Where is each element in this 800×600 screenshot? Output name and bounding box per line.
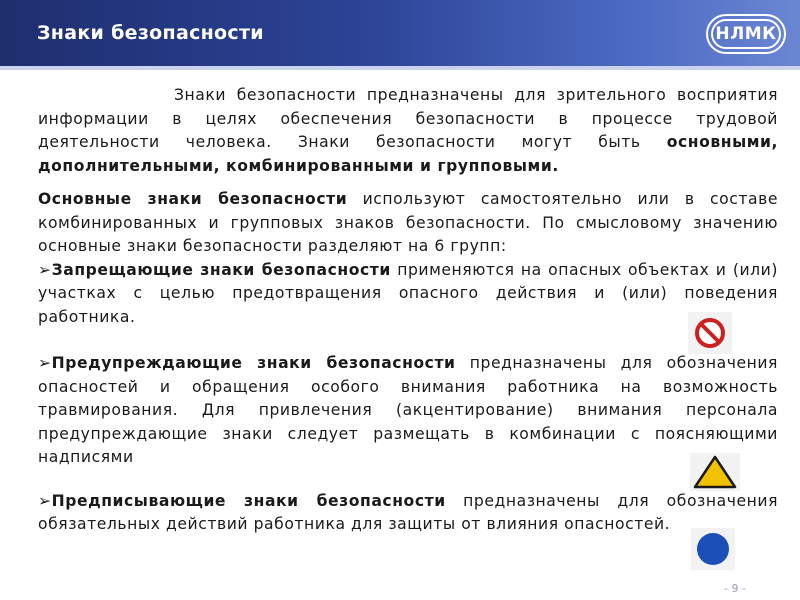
warning-triangle-icon [690,453,740,491]
group-mandatory [38,490,778,537]
slide-header [0,0,800,70]
bullet-marker: ➢ [38,491,52,510]
slide-title: Знаки безопасности [37,22,264,44]
spacer [38,470,778,490]
slide-content [38,84,778,537]
nlmk-logo-text: НЛМК [711,19,781,49]
group-prohibiting-title: Запрещающие знаки безопасности [51,260,391,279]
group-mandatory-title: Предписывающие знаки безопасности [51,491,446,510]
page-number: - 9 - [724,582,746,595]
group-prohibiting-text: применяются на опасных объектах и (или) участках с целью предотвращения опасного действия и (или) поведения работника. [38,260,778,326]
group-warning-title: Предупреждающие знаки безопасности [51,354,456,372]
group-warning-text: предназначены для обозначения опасностей и обращения особого внимания работника на возможность травмирования. Для привлечения (акцентирование) внимания персонала предупреждающие знаки следует размещать в комбинации с поясняющими надписями [38,354,778,466]
intro-text: Знаки безопасности предназначены для зрительного восприятия информации в целях обеспечения безопасности в процессе трудовой деятельности человека. Знаки безопасности могут быть [38,86,778,151]
spacer [38,329,778,352]
intro-paragraph [38,84,778,192]
bullet-marker: ➢ [38,354,52,372]
group-prohibiting [38,259,778,330]
prohibition-sign-icon [688,312,732,354]
main-signs-text: используют самостоятельно или в составе комбинированных и групповых знаков безопасности. По смысловому значению основные знаки безопасности разделяют на 6 групп: [38,190,778,255]
main-signs-bold: Основные знаки безопасности [38,190,348,208]
mandatory-blue-circle-icon [691,528,735,570]
group-mandatory-text: предназначены для обозначения обязательных действий работника для защиты от влияния опасностей. [38,491,778,533]
intro-bold-text: основными, дополнительными, комбинированными и групповыми. [38,133,778,175]
main-signs-paragraph [38,188,778,259]
group-warning [38,352,778,470]
bullet-marker: ➢ [38,260,52,279]
nlmk-logo [706,14,786,54]
